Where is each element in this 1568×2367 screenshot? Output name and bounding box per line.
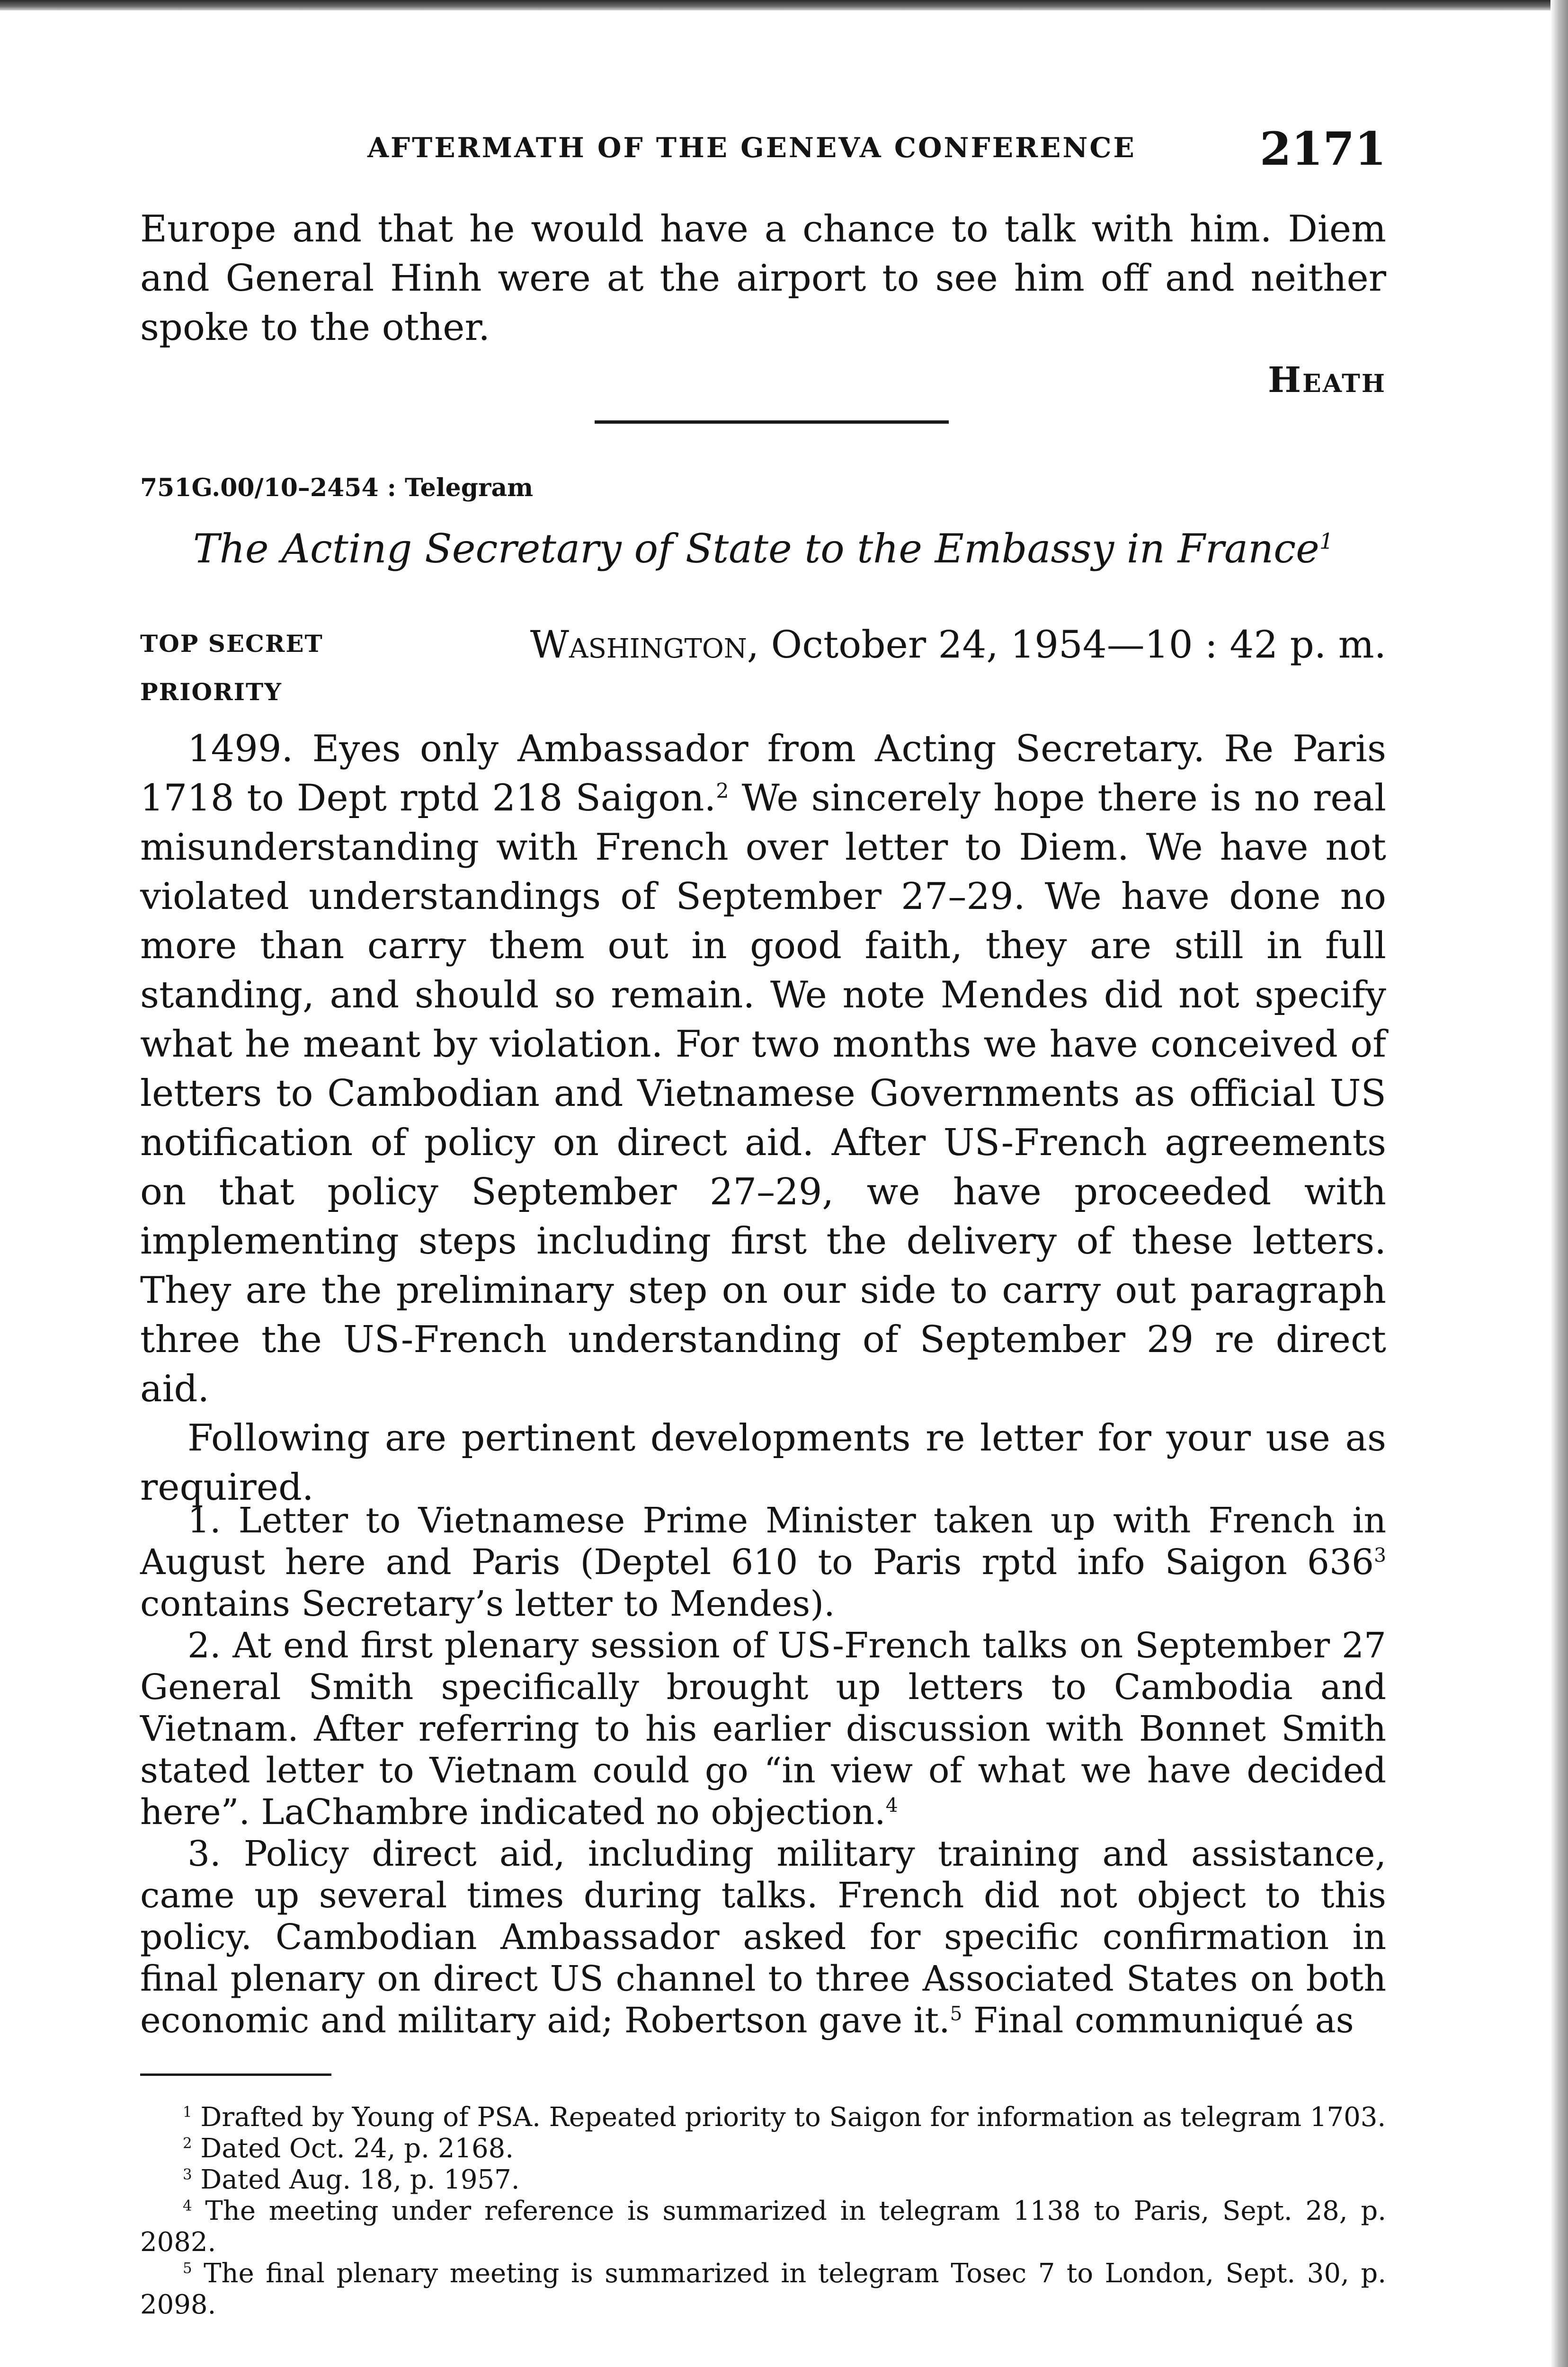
telegram-body [140,724,1386,1512]
numbered-items [140,1500,1386,2041]
running-title: AFTERMATH OF THE GENEVA CONFERENCE [367,132,1136,164]
numbered-item-2-text: 2. At end first plenary session of US-French talks on September 27 General Smith specifically brought up letters to Cambodia and Vietnam. After referring to his earlier discussion with Bonnet Smith stated letter to Vietnam could go “in view of what we have decided here”. LaChambre indicated no objection. [140,1625,1386,1833]
title-footnote-marker: 1 [1319,528,1334,554]
numbered-item-1-part-b: contains Secretary’s letter to Mendes). [140,1584,835,1624]
numbered-item-3-part-a: 3. Policy direct aid, including military training and assistance, came up several times during talks. French did not object to this policy. Cambodian Ambassador asked for specific confirmation in final plenary on direct US channel to three Associated States on both economic and military aid; Robertson gave it. [140,1833,1386,2041]
signature: Heath [1268,360,1386,400]
footnote-1-mark: 1 [183,2103,192,2121]
numbered-item-1-part-a: 1. Letter to Vietnamese Prime Minister taken up with French in August here and Paris (Deptel 610 to Paris rptd info Saigon 636 [140,1500,1386,1583]
footnotes [140,2102,1386,2321]
footnote-1-text: Drafted by Young of PSA. Repeated priority to Saigon for information as telegram 1703. [200,2102,1386,2133]
footnote-marker-3: 3 [1374,1544,1386,1567]
footnote-3 [140,2164,1386,2196]
footnote-1 [140,2102,1386,2133]
footnote-2-text: Dated Oct. 24, p. 2168. [200,2133,514,2164]
footnote-rule [140,2073,331,2076]
numbered-item-3 [140,1833,1386,2041]
section-divider [595,420,949,424]
running-head [140,122,1386,174]
page-number: 2171 [1259,122,1386,176]
dateline-place: Washington [530,623,747,667]
footnote-marker-2: 2 [716,779,729,803]
body-paragraph-2: Following are pertinent developments re letter for your use as required. [140,1417,1386,1509]
footnote-2-mark: 2 [183,2135,192,2152]
numbered-item-3-part-b: Final communiqué as [962,2000,1354,2041]
footnote-3-text: Dated Aug. 18, p. 1957. [200,2164,520,2195]
dateline [530,623,1386,667]
previous-document-text [140,205,1386,352]
footnote-3-mark: 3 [183,2166,192,2183]
scan-top-edge [0,0,1568,10]
footnote-4-text: The meeting under reference is summarized in telegram 1138 to Paris, Sept. 28, p. 2082. [140,2196,1386,2258]
numbered-item-2 [140,1625,1386,1833]
body-paragraph-1 [140,724,1386,1414]
footnote-5-text: The final plenary meeting is summarized in telegram Tosec 7 to London, Sept. 30, p. 2098. [140,2258,1386,2320]
document-title [140,525,1386,572]
body-paragraph-1-part-b: We sincerely hope there is no real misunderstanding with French over letter to Diem. We have not violated understandings of September 27–29. We have done no more than carry them out in good faith, they are still in full standing, and should so remain. We note Mendes did not specify what he meant by violation. For two months we have conceived of letters to Cambodian and Vietnamese Governments as official US notification of policy on direct aid. After US-French agreements on that policy September 27–29, we have proceeded with implementing steps including first the delivery of these letters. They are the preliminary step on our side to carry out paragraph three the US-French understanding of September 29 re direct aid. [140,777,1386,1410]
footnote-4 [140,2196,1386,2258]
footnote-5 [140,2258,1386,2321]
body-paragraph-1-part-a: 1499. Eyes only Ambassador from Acting Secretary. Re Paris 1718 to Dept rptd 218 Saigon. [140,728,1386,819]
footnote-5-mark: 5 [183,2260,192,2277]
footnote-marker-4: 4 [885,1794,898,1817]
footnote-2 [140,2133,1386,2164]
precedence: PRIORITY [140,678,282,706]
numbered-item-1 [140,1500,1386,1625]
file-reference: 751G.00/10–2454 : Telegram [140,473,534,502]
classification: TOP SECRET [140,630,323,658]
dateline-date-time: , October 24, 1954—10 : 42 p. m. [747,623,1386,667]
scan-binding-edge [1550,0,1568,2367]
previous-closing-paragraph: Europe and that he would have a chance to talk with him. Diem and General Hinh were at the airport to see him off and neither spoke to the other. [140,208,1386,349]
footnote-4-mark: 4 [183,2197,192,2215]
document-title-text: The Acting Secretary of State to the Embassy in France [193,525,1319,572]
footnote-marker-5: 5 [950,2002,962,2025]
